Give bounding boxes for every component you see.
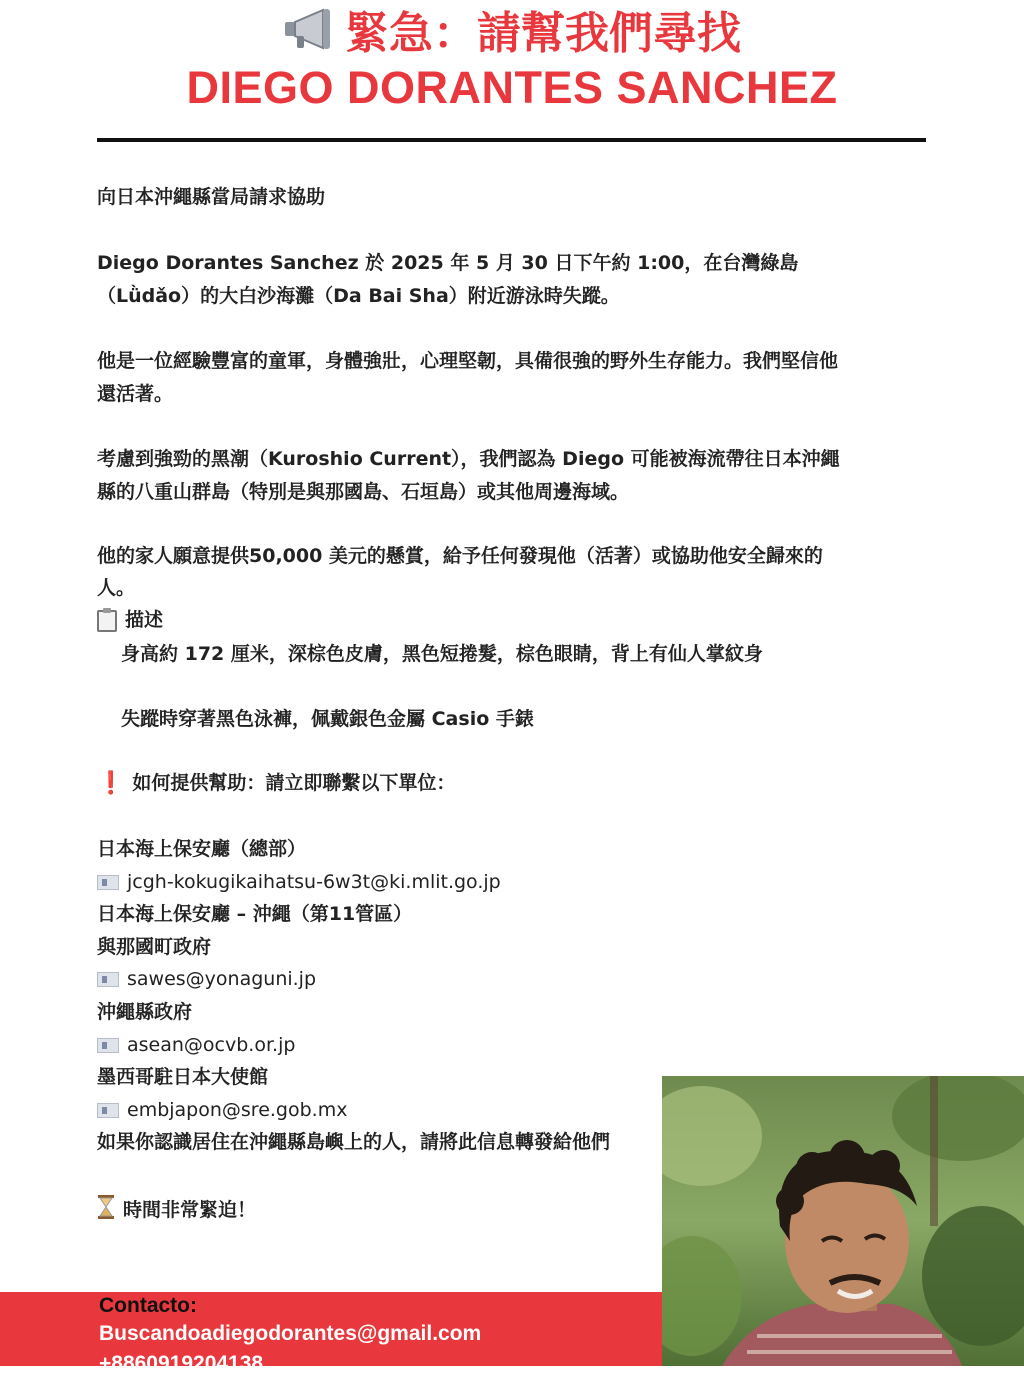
envelope-icon: [97, 1038, 119, 1053]
envelope-icon: [97, 1103, 119, 1118]
description-heading: 描述: [125, 609, 164, 631]
envelope-icon: [97, 972, 119, 987]
title-chinese: 緊急：請幫我們尋找: [345, 8, 741, 59]
contact-org-3: 與那國町政府: [97, 936, 212, 958]
help-heading-row: [97, 770, 455, 797]
contact-email-2[interactable]: sawes@yonaguni.jp: [127, 968, 317, 990]
footer-label: Contacto:: [99, 1294, 197, 1317]
megaphone-icon: [283, 6, 335, 52]
request-line: 向日本沖繩縣當局請求協助: [97, 186, 326, 208]
urgent-row: [97, 1195, 256, 1226]
description-heading-row: [97, 607, 163, 633]
current-line-1: 考慮到強勁的黑潮（Kuroshio Current），我們認為 Diego 可能被海流帶往日本沖繩: [97, 448, 840, 470]
contact-email-4[interactable]: embjapon@sre.gob.mx: [127, 1099, 348, 1121]
description-line-2: 失蹤時穿著黑色泳褲，佩戴銀色金屬 Casio 手錶: [121, 708, 534, 730]
missing-line-2: （Lǜdǎo）的大白沙海灘（Da Bai Sha）附近游泳時失蹤。: [97, 285, 620, 307]
contact-org-5: 墨西哥駐日本大使館: [97, 1066, 269, 1088]
missing-line-1: Diego Dorantes Sanchez 於 2025 年 5 月 30 日下午約 1:00，在台灣綠島: [97, 252, 799, 274]
footer-email[interactable]: Buscandoadiegodorantes@gmail.com: [99, 1322, 482, 1345]
clipboard-icon: [97, 610, 117, 632]
current-line-2: 縣的八重山群島（特別是與那國島、石垣島）或其他周邊海域。: [97, 481, 630, 503]
contact-email-row-4: [97, 1097, 347, 1123]
hourglass-icon: [97, 1195, 115, 1226]
contact-email-3[interactable]: asean@ocvb.or.jp: [127, 1034, 296, 1056]
reward-line-2: 人。: [97, 577, 136, 599]
envelope-icon: [97, 875, 119, 890]
forward-message: 如果你認識居住在沖繩縣島嶼上的人，請將此信息轉發給他們: [97, 1131, 611, 1153]
reward-line-1: 他的家人願意提供50,000 美元的懸賞，給予任何發現他（活著）或協助他安全歸來的: [97, 545, 823, 567]
scout-line-2: 還活著。: [97, 383, 174, 405]
footer-phone[interactable]: +8860919204138: [99, 1352, 264, 1375]
description-line-1: 身高約 172 厘米，深棕色皮膚，黑色短捲髮，棕色眼睛，背上有仙人掌紋身: [121, 643, 763, 665]
contact-email-row-1: [97, 869, 501, 895]
contact-org-4: 沖繩縣政府: [97, 1001, 193, 1023]
header-divider: [97, 138, 926, 142]
help-heading: 如何提供幫助：請立即聯繫以下單位：: [132, 772, 456, 794]
contact-email-row-2: [97, 966, 316, 992]
contact-org-2: 日本海上保安廳 – 沖繩（第11管區）: [97, 903, 413, 925]
missing-person-photo: [662, 1076, 1024, 1366]
urgent-text: 時間非常緊迫！: [123, 1199, 257, 1221]
contact-email-1[interactable]: jcgh-kokugikaihatsu-6w3t@ki.mlit.go.jp: [127, 871, 501, 893]
contact-email-row-3: [97, 1032, 295, 1058]
title-chinese-row: [0, 0, 1024, 58]
exclamation-icon: ❗: [97, 770, 125, 796]
title-english: DIEGO DORANTES SANCHEZ: [186, 62, 838, 113]
scout-line-1: 他是一位經驗豐富的童軍，身體強壯，心理堅韌，具備很強的野外生存能力。我們堅信他: [97, 350, 839, 372]
contact-org-1: 日本海上保安廳（總部）: [97, 838, 307, 860]
